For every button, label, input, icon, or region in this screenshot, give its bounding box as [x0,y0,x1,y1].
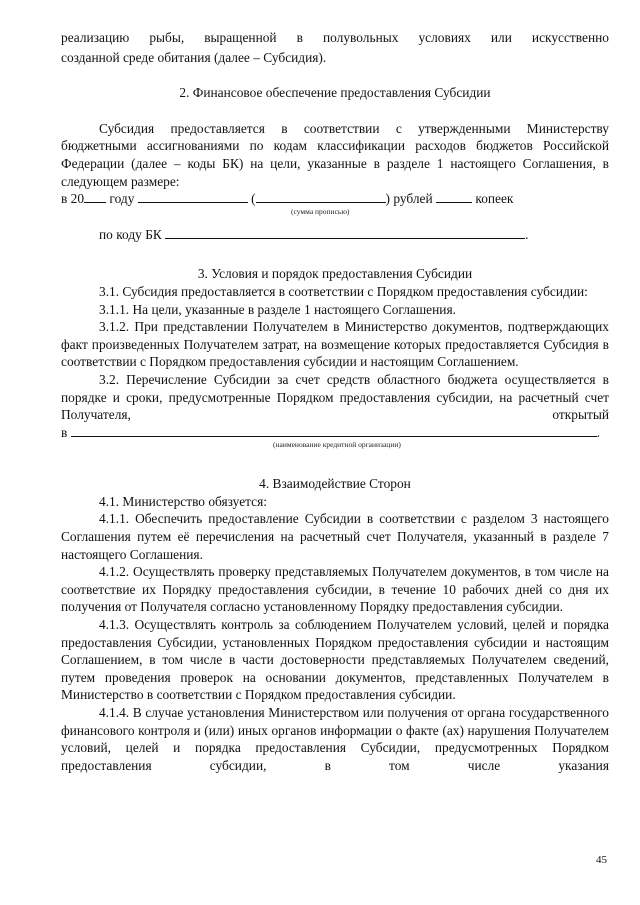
paragraph-4-1-1: 4.1.1. Обеспечить предоставление Субсидии в соответствии с разделом 3 настоящего Соглашения путем её перечисления на расчетный счет Получателя, указанный в разделе 7 настоящего Соглашения. [61,511,609,562]
section-3-heading: 3. Условия и порядок предоставления Субсидии [197,266,473,282]
bank-caption: (наименование кредитной организации) [273,440,401,450]
paragraph-4-1-4: 4.1.4. В случае установления Министерством или получения от органа государственного финансового контроля и (или) иных органов информации о факте (ах) нарушения Получателем условий, целей и порядка предоставления Субсидии, предусмотренных Порядком предоставления субсидии, в том числе указания [61,705,609,773]
paragraph-3-2: 3.2. Перечисление Субсидии за счет средств областного бюджета осуществляется в порядке и сроки, предусмотренные Порядком предоставления субсидии, на расчетный счет Получателя, открытый [61,371,609,423]
bank-name-blank [71,424,597,437]
intro-line-1: реализацию рыбы, выращенной в полувольных условиях или искусственно [61,30,609,45]
paragraph-3-1-2: 3.1.2. При представлении Получателем в Министерство документов, подтверждающих факт произведенных Получателем затрат, на возмещение которых предоставляется Субсидия в соответствии с Порядком предоставления субсидии и настоящим Соглашением. [61,319,609,370]
paragraph-3-1: 3.1. Субсидия предоставляется в соответствии с Порядком предоставления субсидии: [99,283,588,299]
paragraph-4-1: 4.1. Министерство обязуется: [99,493,267,509]
intro-line-2: созданной среде обитания (далее – Субсидия). [61,49,327,65]
bk-code-line: по коду БК . [99,226,529,242]
bank-line: в . [61,424,601,440]
bk-code-blank [165,226,525,239]
amount-line: в 20 году ( ) рублей копеек [61,191,514,207]
document-body [61,29,609,774]
amount-caption: (сумма прописью) [291,206,350,216]
year-blank [84,190,106,203]
amount-words-blank [256,190,386,203]
paragraph-4-1-2: 4.1.2. Осуществлять проверку представляемых Получателем документов, в том числе на соответствие их Порядку предоставления субсидии, в течение 10 рабочих дней со дня их получения от Получателя согласно установленному Порядку предоставления субсидии. [61,564,609,615]
section-4-heading: 4. Взаимодействие Сторон [259,476,411,492]
paragraph-3-1-1: 3.1.1. На цели, указанные в разделе 1 настоящего Соглашения. [99,301,456,317]
section-2-paragraph: Субсидия предоставляется в соответствии с утвержденными Министерству бюджетными ассигнованиями по кодам классификации расходов бюджетов Российской Федерации (далее – коды БК) на цели, указанные в разделе 1 настоящего Соглашения, в следующем размере: [61,120,609,189]
page-number: 45 [596,854,607,866]
paragraph-4-1-3: 4.1.3. Осуществлять контроль за соблюдением Получателем условий, целей и порядка предоставления Субсидии, установленных Порядком предоставления субсидии и настоящим Соглашением, в том числе в части достоверности представляемых Получателем сведений, путем проведения проверок на основании документов, представленных Получателем в Министерство в соответствии с Порядком предоставления субсидии. [61,617,609,703]
section-2-heading: 2. Финансовое обеспечение предоставления Субсидии [179,85,491,101]
amount-blank [138,190,248,203]
kopecks-blank [436,190,472,203]
